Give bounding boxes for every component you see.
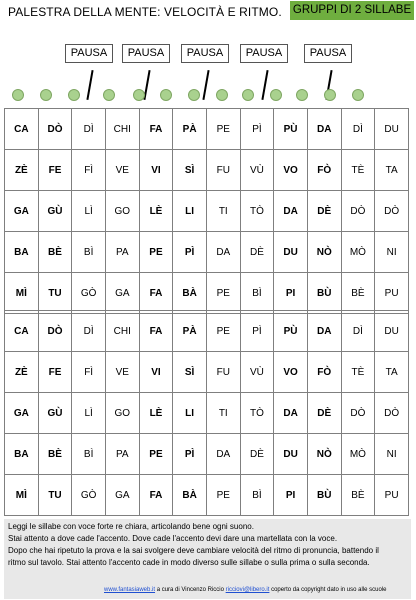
- beat-dot: [103, 89, 115, 101]
- beat-dot: [133, 89, 145, 101]
- grid-row: [5, 150, 409, 191]
- syllable-cell: PE: [139, 232, 173, 273]
- grid-row: [5, 109, 409, 150]
- syllable-cell: TA: [375, 352, 409, 393]
- credit-copyright: coperto da copyright dato in uso alle scuole: [269, 587, 387, 593]
- syllable-cell: BÈ: [341, 273, 375, 314]
- grid-row: [5, 273, 409, 314]
- syllable-cell: MÌ: [5, 273, 39, 314]
- syllable-cell: VI: [139, 150, 173, 191]
- syllable-cell: PÌ: [240, 311, 274, 352]
- syllable-cell: SÌ: [173, 352, 207, 393]
- pause-slash-mark: [202, 70, 209, 100]
- syllable-cell: TU: [38, 475, 72, 516]
- beat-dot: [324, 89, 336, 101]
- syllable-cell: LÈ: [139, 393, 173, 434]
- syllable-cell: LI: [173, 191, 207, 232]
- grid-row: [5, 434, 409, 475]
- syllable-cell: FE: [38, 352, 72, 393]
- syllable-cell: DÈ: [307, 393, 341, 434]
- syllable-cell: PÙ: [274, 311, 308, 352]
- syllable-cell: GÙ: [38, 191, 72, 232]
- beat-dot: [12, 89, 24, 101]
- pause-slash-mark: [86, 70, 93, 100]
- syllable-cell: GA: [105, 273, 139, 314]
- syllable-cell: VÙ: [240, 352, 274, 393]
- syllable-cell: VE: [105, 150, 139, 191]
- syllable-cell: TÒ: [240, 393, 274, 434]
- syllable-cell: TÈ: [341, 352, 375, 393]
- syllable-cell: DÒ: [341, 191, 375, 232]
- syllable-cell: VI: [139, 352, 173, 393]
- syllable-cell: DÒ: [38, 311, 72, 352]
- syllable-cell: DÈ: [307, 191, 341, 232]
- syllable-cell: NÒ: [307, 434, 341, 475]
- syllable-cell: BÀ: [173, 475, 207, 516]
- syllable-grid-top: [4, 108, 409, 314]
- pause-label: PAUSA: [181, 44, 229, 63]
- syllable-cell: DÒ: [38, 109, 72, 150]
- syllable-cell: TI: [206, 191, 240, 232]
- credit-author: a cura di Vincenzo Riccio: [155, 587, 226, 593]
- syllable-cell: FA: [139, 311, 173, 352]
- grid-row: [5, 352, 409, 393]
- syllable-cell: DU: [274, 434, 308, 475]
- beat-dot: [68, 89, 80, 101]
- syllable-cell: CHI: [105, 109, 139, 150]
- syllable-cell: GA: [5, 393, 39, 434]
- grid-row: [5, 311, 409, 352]
- syllable-cell: TA: [375, 150, 409, 191]
- syllable-cell: FU: [206, 150, 240, 191]
- syllable-cell: GÒ: [72, 273, 106, 314]
- syllable-cell: NI: [375, 232, 409, 273]
- syllable-cell: LÈ: [139, 191, 173, 232]
- syllable-cell: BA: [5, 232, 39, 273]
- email-link[interactable]: ricciovi@libero.it: [225, 587, 270, 593]
- syllable-cell: CA: [5, 311, 39, 352]
- syllable-cell: DÌ: [72, 109, 106, 150]
- syllable-cell: DÈ: [240, 434, 274, 475]
- syllable-cell: PE: [206, 311, 240, 352]
- syllable-cell: FÌ: [72, 150, 106, 191]
- syllable-cell: NÒ: [307, 232, 341, 273]
- syllable-cell: PÌ: [240, 109, 274, 150]
- syllable-cell: DU: [375, 311, 409, 352]
- syllable-cell: GO: [105, 191, 139, 232]
- syllable-cell: BÈ: [38, 434, 72, 475]
- syllable-cell: GA: [5, 191, 39, 232]
- syllable-cell: PA: [105, 434, 139, 475]
- syllable-cell: BÌ: [240, 273, 274, 314]
- syllable-cell: CA: [5, 109, 39, 150]
- grid-row: [5, 232, 409, 273]
- syllable-cell: FÒ: [307, 150, 341, 191]
- syllable-cell: PE: [206, 273, 240, 314]
- beat-dot: [296, 89, 308, 101]
- syllable-cell: CHI: [105, 311, 139, 352]
- syllable-cell: MÒ: [341, 434, 375, 475]
- credits-line: [104, 587, 386, 593]
- syllable-cell: GO: [105, 393, 139, 434]
- syllable-cell: PI: [274, 273, 308, 314]
- beat-dot: [160, 89, 172, 101]
- beat-dot: [352, 89, 364, 101]
- syllable-cell: TU: [38, 273, 72, 314]
- syllable-cell: VÙ: [240, 150, 274, 191]
- page-title: PALESTRA DELLA MENTE: VELOCITÀ E RITMO.: [8, 5, 282, 19]
- syllable-cell: BÙ: [307, 475, 341, 516]
- syllable-cell: LÌ: [72, 393, 106, 434]
- beat-dot: [188, 89, 200, 101]
- syllable-cell: LI: [173, 393, 207, 434]
- syllable-cell: VO: [274, 150, 308, 191]
- beat-dot: [40, 89, 52, 101]
- beat-dot: [216, 89, 228, 101]
- syllable-cell: TÒ: [240, 191, 274, 232]
- syllable-cell: PE: [206, 475, 240, 516]
- syllable-cell: BÈ: [38, 232, 72, 273]
- syllable-cell: DA: [307, 109, 341, 150]
- pause-slash-mark: [261, 70, 268, 100]
- syllable-cell: FE: [38, 150, 72, 191]
- syllable-cell: DA: [274, 191, 308, 232]
- site-link[interactable]: www.fantasiaweb.it: [104, 587, 156, 593]
- syllable-cell: MÌ: [5, 475, 39, 516]
- syllable-cell: PÀ: [173, 311, 207, 352]
- grid-row: [5, 393, 409, 434]
- syllable-cell: PÌ: [173, 434, 207, 475]
- syllable-cell: TI: [206, 393, 240, 434]
- syllable-cell: BA: [5, 434, 39, 475]
- syllable-cell: BÌ: [72, 434, 106, 475]
- syllable-cell: TÈ: [341, 150, 375, 191]
- syllable-cell: DA: [274, 393, 308, 434]
- syllable-cell: DÒ: [341, 393, 375, 434]
- syllable-cell: SÌ: [173, 150, 207, 191]
- instruction-line-1: Leggi le sillabe con voce forte re chiara, articolando bene ogni suono.: [8, 522, 254, 531]
- instruction-line-2: Stai attento a dove cade l'accento. Dove cade l'accento devi dare una martellata con la voce.: [8, 534, 338, 543]
- syllable-cell: FU: [206, 352, 240, 393]
- syllable-cell: DA: [206, 232, 240, 273]
- syllable-cell: PÌ: [173, 232, 207, 273]
- syllable-cell: PE: [206, 109, 240, 150]
- syllable-cell: DÌ: [72, 311, 106, 352]
- syllable-cell: GÙ: [38, 393, 72, 434]
- grid-row: [5, 191, 409, 232]
- pause-label: PAUSA: [122, 44, 170, 63]
- syllable-cell: DU: [375, 109, 409, 150]
- syllable-grid-bottom: [4, 310, 409, 516]
- syllable-cell: DÌ: [341, 311, 375, 352]
- syllable-cell: GA: [105, 475, 139, 516]
- syllable-cell: PI: [274, 475, 308, 516]
- syllable-cell: PU: [375, 475, 409, 516]
- syllable-cell: NI: [375, 434, 409, 475]
- syllable-cell: MÒ: [341, 232, 375, 273]
- syllable-cell: PÙ: [274, 109, 308, 150]
- grid-row: [5, 475, 409, 516]
- syllable-cell: DU: [274, 232, 308, 273]
- syllable-cell: PÀ: [173, 109, 207, 150]
- pause-label: PAUSA: [65, 44, 113, 63]
- syllable-cell: ZÈ: [5, 352, 39, 393]
- syllable-cell: BÀ: [173, 273, 207, 314]
- syllable-cell: DÈ: [240, 232, 274, 273]
- syllable-cell: FA: [139, 475, 173, 516]
- syllable-cell: ZÈ: [5, 150, 39, 191]
- pause-label: PAUSA: [304, 44, 352, 63]
- syllable-cell: BÈ: [341, 475, 375, 516]
- syllable-cell: FÒ: [307, 352, 341, 393]
- instruction-line-3: Dopo che hai ripetuto la prova e la sai svolgere deve cambiare velocità del ritmo di pronuncia, battendo il: [8, 546, 379, 555]
- instruction-line-4: ritmo sul tavolo. Stai attento l'accento cade in modo diverso sulle sillabe o sulla prima o sulla seconda.: [8, 558, 370, 567]
- syllable-cell: FÌ: [72, 352, 106, 393]
- syllable-cell: LÌ: [72, 191, 106, 232]
- syllable-cell: VE: [105, 352, 139, 393]
- syllable-cell: PA: [105, 232, 139, 273]
- syllable-cell: DA: [307, 311, 341, 352]
- syllable-cell: FA: [139, 273, 173, 314]
- beat-dot: [270, 89, 282, 101]
- beat-dot: [242, 89, 254, 101]
- syllable-cell: GÒ: [72, 475, 106, 516]
- syllable-cell: VO: [274, 352, 308, 393]
- syllable-cell: BÙ: [307, 273, 341, 314]
- syllable-cell: PU: [375, 273, 409, 314]
- syllable-cell: PE: [139, 434, 173, 475]
- pause-label: PAUSA: [240, 44, 288, 63]
- syllable-cell: DÌ: [341, 109, 375, 150]
- group-badge: GRUPPI DI 2 SILLABE: [290, 1, 414, 20]
- syllable-cell: BÌ: [240, 475, 274, 516]
- syllable-cell: DA: [206, 434, 240, 475]
- syllable-cell: DÒ: [375, 191, 409, 232]
- syllable-cell: DÒ: [375, 393, 409, 434]
- syllable-cell: BÌ: [72, 232, 106, 273]
- syllable-cell: FA: [139, 109, 173, 150]
